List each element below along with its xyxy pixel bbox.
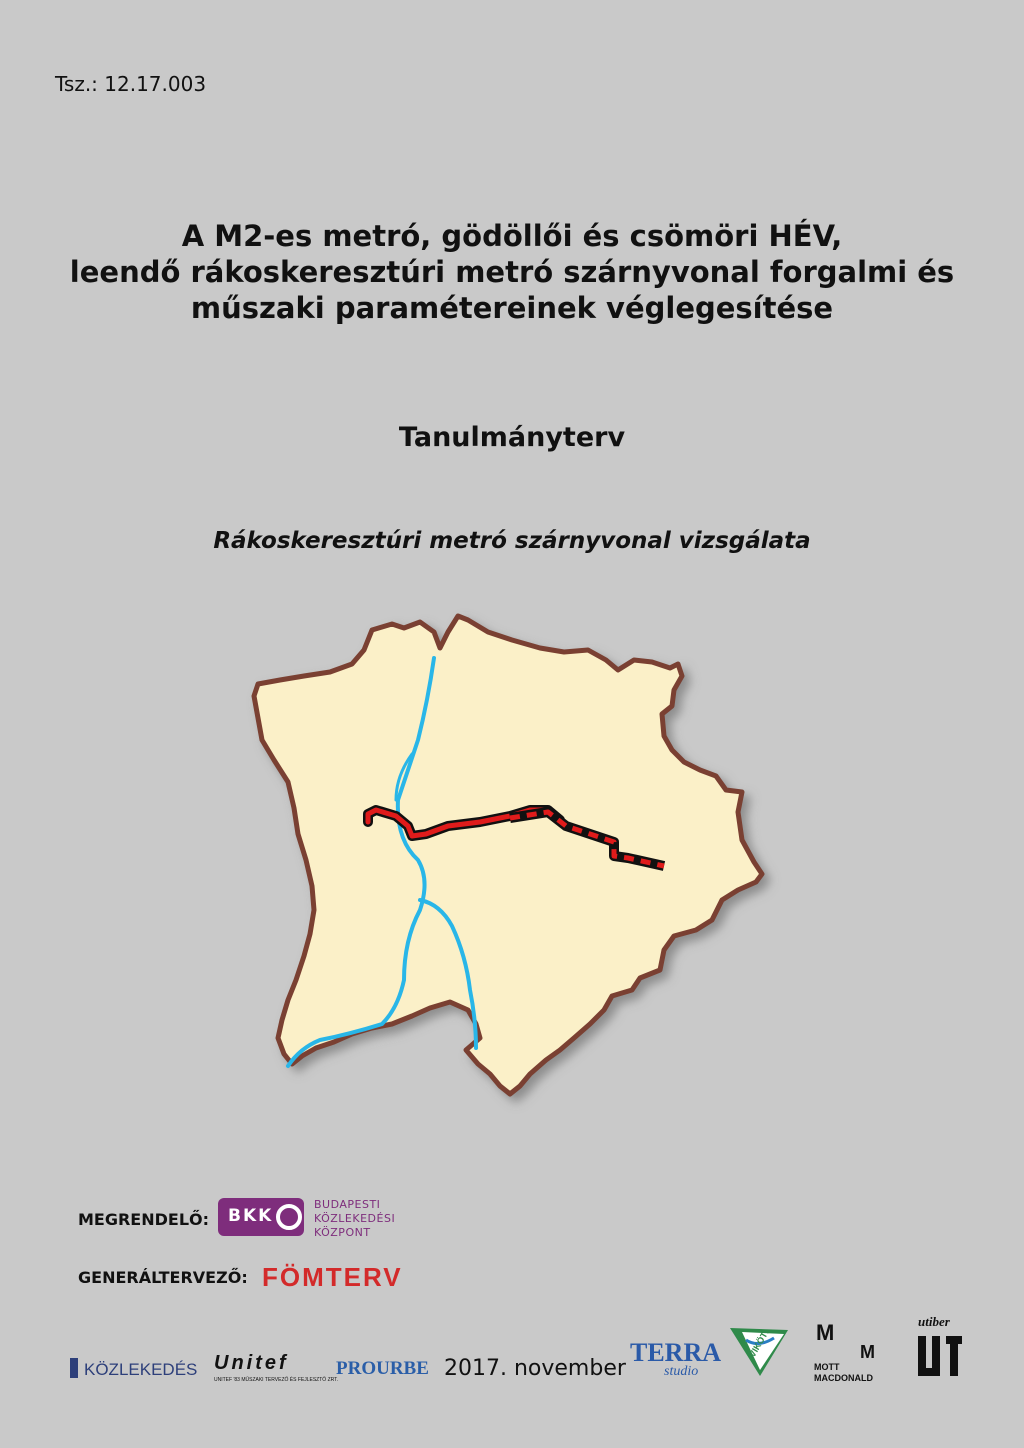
unitef-logo: Unitef (214, 1352, 289, 1374)
utiber-logo (916, 1332, 966, 1380)
bkk-logo (218, 1198, 304, 1236)
bkk-logo-text: BKK (228, 1206, 274, 1226)
title-line: műszaki paramétereinek véglegesítése (190, 291, 834, 325)
prourbe-logo: PROURBE (336, 1358, 429, 1379)
vikoti-logo (728, 1326, 790, 1378)
vikoti-logo-text: VIKÖTI (747, 1328, 771, 1359)
bkk-name-line: BUDAPESTI (314, 1198, 381, 1211)
bkk-name-line: KÖZLEKEDÉSI (314, 1212, 396, 1225)
utiber-logo-text: utiber (918, 1314, 950, 1329)
kozlekedes-logo (70, 1358, 197, 1380)
city-outline (254, 616, 762, 1094)
mott-macdonald-logo-m2: M (860, 1342, 875, 1362)
terra-studio-subtext: studio (664, 1364, 699, 1379)
kozlekedes-mark-icon (70, 1358, 78, 1378)
terra-studio-logo: TERRA (630, 1338, 722, 1367)
fomterv-logo: FÖMTERV (262, 1262, 403, 1292)
mott-macdonald-logo-text (814, 1362, 873, 1384)
project-number: Tsz.: 12.17.003 (55, 72, 207, 96)
kozlekedes-logo-text: KÖZLEKEDÉS (84, 1360, 198, 1379)
bkk-ring-icon (276, 1204, 302, 1230)
document-subtitle: Rákoskeresztúri metró szárnyvonal vizsgálata (213, 528, 811, 554)
title-line: A M2-es metró, gödöllői és csömöri HÉV, (181, 219, 843, 253)
mott-text-line: MACDONALD (814, 1373, 873, 1383)
bkk-name-line: KÖZPONT (314, 1226, 371, 1239)
client-label: MEGRENDELŐ: (78, 1210, 210, 1229)
mott-macdonald-logo-m1: M (816, 1320, 835, 1345)
unitef-logo-subtext: UNITEF '83 MŰSZAKI TERVEZŐ ÉS FEJLESZTŐ ZRT. (214, 1377, 339, 1383)
title-line: leendő rákoskeresztúri metró szárnyvonal forgalmi és (69, 255, 955, 289)
general-designer-label: GENERÁLTERVEZŐ: (78, 1268, 248, 1287)
document-type: Tanulmányterv (398, 422, 626, 453)
mott-text-line: MOTT (814, 1362, 840, 1372)
bkk-full-name (314, 1198, 395, 1240)
document-date: 2017. november (444, 1356, 626, 1381)
